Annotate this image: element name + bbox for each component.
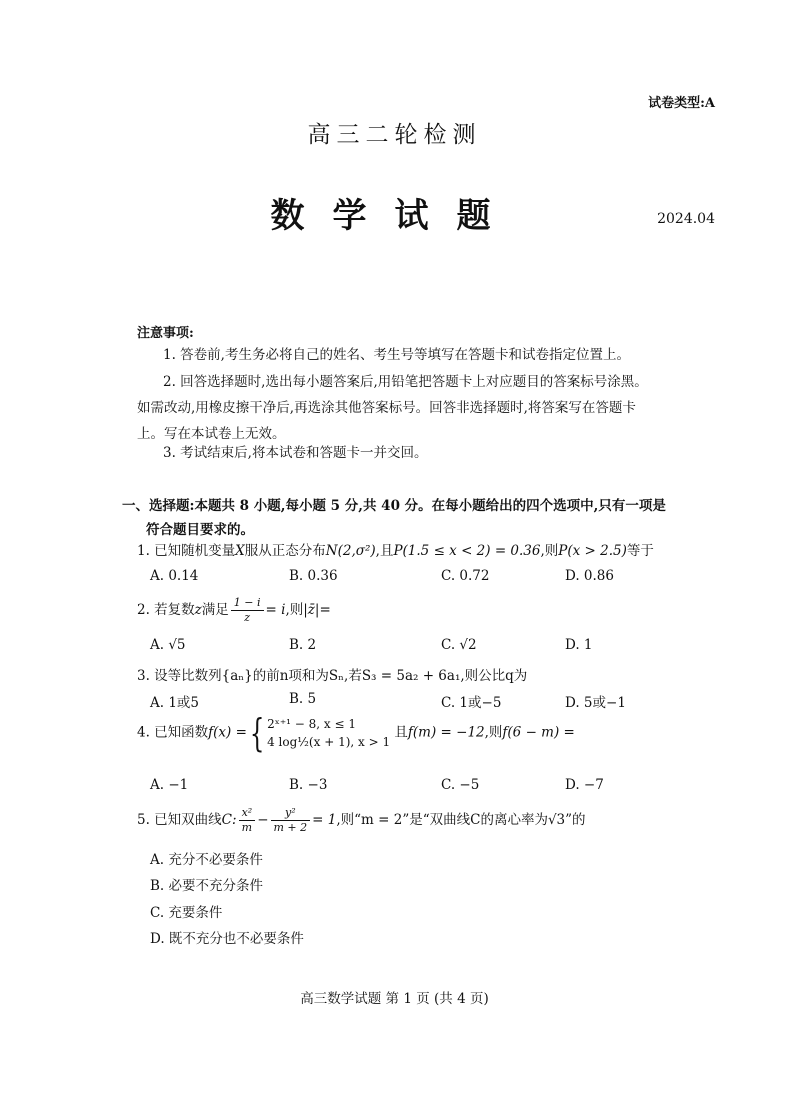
math: f(m) = −12 xyxy=(407,724,485,741)
notes-title: 注意事项: xyxy=(137,326,194,341)
math: f(x) = xyxy=(208,724,247,741)
question-2-option-c: C. √2 xyxy=(441,637,477,653)
question-3-option-a: A. 1或5 xyxy=(150,695,200,711)
fraction-numerator: 1 − i xyxy=(231,596,264,611)
stem-text: ,则 xyxy=(540,543,559,559)
note-text: 2. 回答选择题时,选出每小题答案后,用铅笔把答题卡上对应题目的答案标号涂黑。 xyxy=(163,374,648,390)
stem-text: 5. 已知双曲线 xyxy=(137,812,222,828)
fraction xyxy=(271,806,311,835)
question-5-stem xyxy=(137,806,586,835)
stem-text: 1. 已知随机变量 xyxy=(137,543,236,559)
question-1-option-a: A. 0.14 xyxy=(150,568,199,584)
question-5-option-c: C. 充要条件 xyxy=(150,905,223,921)
stem-text: ,则 xyxy=(484,724,503,741)
piecewise-cases xyxy=(267,715,390,751)
fraction-numerator: x² xyxy=(239,806,256,821)
left-brace: { xyxy=(249,711,265,755)
note-item-3 xyxy=(137,440,721,466)
page-footer: 高三数学试题 第 1 页 (共 4 页) xyxy=(300,991,489,1007)
math: |z̄|= xyxy=(303,602,331,618)
question-3-option-b: B. 5 xyxy=(289,691,317,707)
note-item-2 xyxy=(137,369,721,447)
case-line: 2ˣ⁺¹ − 8, x ≤ 1 xyxy=(267,717,357,731)
case-line: 4 log½(x + 1), x > 1 xyxy=(267,735,391,749)
stem-text: ,则“m = 2”是“双曲线C的离心率为√3”的 xyxy=(336,812,586,828)
fraction xyxy=(231,596,264,625)
question-4-stem xyxy=(137,711,575,755)
stem-text: ,且 xyxy=(375,543,394,559)
note-text: 3. 考试结束后,将本试卷和答题卡一并交回。 xyxy=(163,445,428,461)
question-1-stem xyxy=(137,539,654,559)
math: P(1.5 ≤ x < 2) = 0.36 xyxy=(393,543,541,559)
math: X xyxy=(235,543,245,559)
question-4-option-b: B. −3 xyxy=(289,777,328,793)
stem-text: 等于 xyxy=(626,543,654,559)
question-5-option-b: B. 必要不充分条件 xyxy=(150,878,264,894)
stem-text: 服从正态分布 xyxy=(244,543,326,559)
math: − xyxy=(257,812,269,828)
question-3-stem: 3. 设等比数列{aₙ}的前n项和为Sₙ,若S₃ = 5a₂ + 6a₁,则公比q为 xyxy=(137,668,528,684)
question-3-option-d: D. 5或−1 xyxy=(565,695,626,711)
question-5-option-a: A. 充分不必要条件 xyxy=(150,852,263,868)
question-1-option-c: C. 0.72 xyxy=(441,568,490,584)
section-line: 一、选择题:本题共 8 小题,每小题 5 分,共 40 分。在每小题给出的四个选项中,只有一项是 xyxy=(122,498,666,514)
section-heading xyxy=(122,494,732,542)
note-text: 上。写在本试卷上无效。 xyxy=(137,426,286,442)
fraction-denominator: m xyxy=(241,821,253,834)
question-2-option-a: A. √5 xyxy=(150,637,186,653)
exam-name: 高三二轮检测 xyxy=(307,122,482,148)
math: = 1 xyxy=(312,812,337,828)
math: N(2,σ²) xyxy=(325,543,376,559)
question-1-option-b: B. 0.36 xyxy=(289,568,338,584)
math: P(x > 2.5) xyxy=(558,543,627,559)
math: C: xyxy=(221,812,237,828)
paper-type-label: 试卷类型:A xyxy=(648,96,715,111)
question-2-option-b: B. 2 xyxy=(289,637,317,653)
question-1-option-d: D. 0.86 xyxy=(565,568,614,584)
fraction-denominator: z xyxy=(244,611,251,624)
question-4-option-d: D. −7 xyxy=(565,777,604,793)
question-2-stem xyxy=(137,596,331,625)
math: z xyxy=(194,602,202,618)
fraction-numerator: y² xyxy=(271,806,311,821)
question-3-option-c: C. 1或−5 xyxy=(441,695,502,711)
math: = i xyxy=(265,602,286,618)
question-4-option-c: C. −5 xyxy=(441,777,480,793)
note-text: 1. 答卷前,考生务必将自己的姓名、考生号等填写在答题卡和试卷指定位置上。 xyxy=(163,347,630,363)
stem-text: 且 xyxy=(394,724,408,741)
note-text: 如需改动,用橡皮擦干净后,再选涂其他答案标号。回答非选择题时,将答案写在答题卡 xyxy=(137,400,636,416)
question-5-option-d: D. 既不充分也不必要条件 xyxy=(150,931,304,947)
math: f(6 − m) = xyxy=(502,724,575,741)
exam-date: 2024.04 xyxy=(657,211,715,227)
fraction-denominator: m + 2 xyxy=(273,821,308,834)
stem-text: ,则 xyxy=(285,602,304,618)
subject-title: 数学试题 xyxy=(270,196,519,236)
question-2-option-d: D. 1 xyxy=(565,637,593,653)
question-4-option-a: A. −1 xyxy=(150,777,189,793)
stem-text: 4. 已知函数 xyxy=(137,724,209,741)
section-line: 符合题目要求的。 xyxy=(146,522,254,538)
note-item-1 xyxy=(137,342,721,368)
stem-text: 2. 若复数 xyxy=(137,602,195,618)
fraction xyxy=(239,806,256,835)
stem-text: 满足 xyxy=(201,602,229,618)
